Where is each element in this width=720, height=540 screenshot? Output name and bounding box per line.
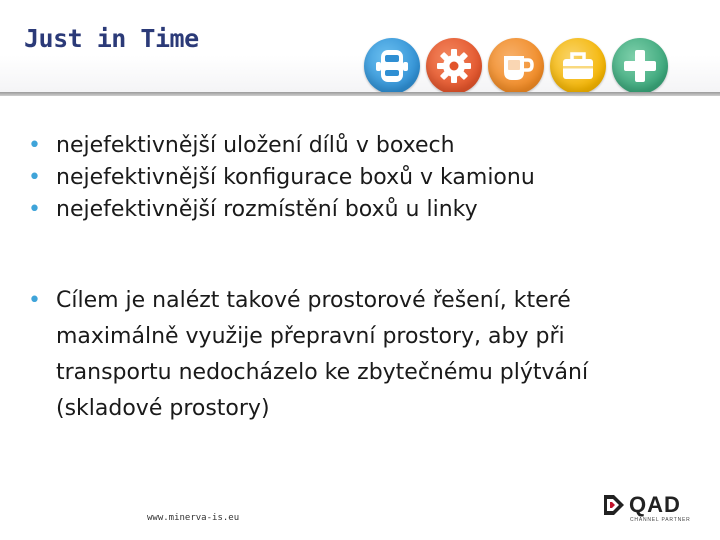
car-icon xyxy=(364,38,420,94)
list-item xyxy=(28,194,688,226)
bullet-text: nejefektivnější konfigurace boxů v kamionu xyxy=(56,165,535,190)
list-item xyxy=(28,283,678,427)
bullet-text: nejefektivnější rozmístění boxů u linky xyxy=(56,197,478,222)
briefcase-icon xyxy=(550,38,606,94)
logo-tagline: CHANNEL PARTNER xyxy=(630,517,691,523)
header-divider xyxy=(0,92,720,96)
slide-title: Just in Time xyxy=(24,24,199,53)
header-icon-strip xyxy=(360,38,720,92)
bullet-marker: • xyxy=(28,133,41,158)
qad-logo-mark-icon xyxy=(602,492,626,518)
paragraph-line: Cílem je nalézt takové prostorové řešení, které xyxy=(56,288,571,313)
paragraph-line: maximálně využije přepravní prostory, aby při xyxy=(56,324,565,349)
goal-paragraph xyxy=(28,283,678,427)
footer-url: www.minerva-is.eu xyxy=(147,513,240,523)
qad-logo xyxy=(602,492,692,526)
plus-icon xyxy=(612,38,668,94)
paragraph-line: (skladové prostory) xyxy=(56,396,270,421)
bullet-marker: • xyxy=(28,197,41,222)
list-item xyxy=(28,162,688,194)
gear-icon xyxy=(426,38,482,94)
paragraph-line: transportu nedocházelo ke zbytečnému plýtvání xyxy=(56,360,589,385)
logo-wordmark: QAD xyxy=(629,492,681,517)
bullet-list xyxy=(28,130,688,226)
bullet-marker: • xyxy=(28,165,41,190)
bullet-marker: • xyxy=(28,288,41,313)
cup-icon xyxy=(488,38,544,94)
list-item xyxy=(28,130,688,162)
bullet-text: nejefektivnější uložení dílů v boxech xyxy=(56,133,455,158)
